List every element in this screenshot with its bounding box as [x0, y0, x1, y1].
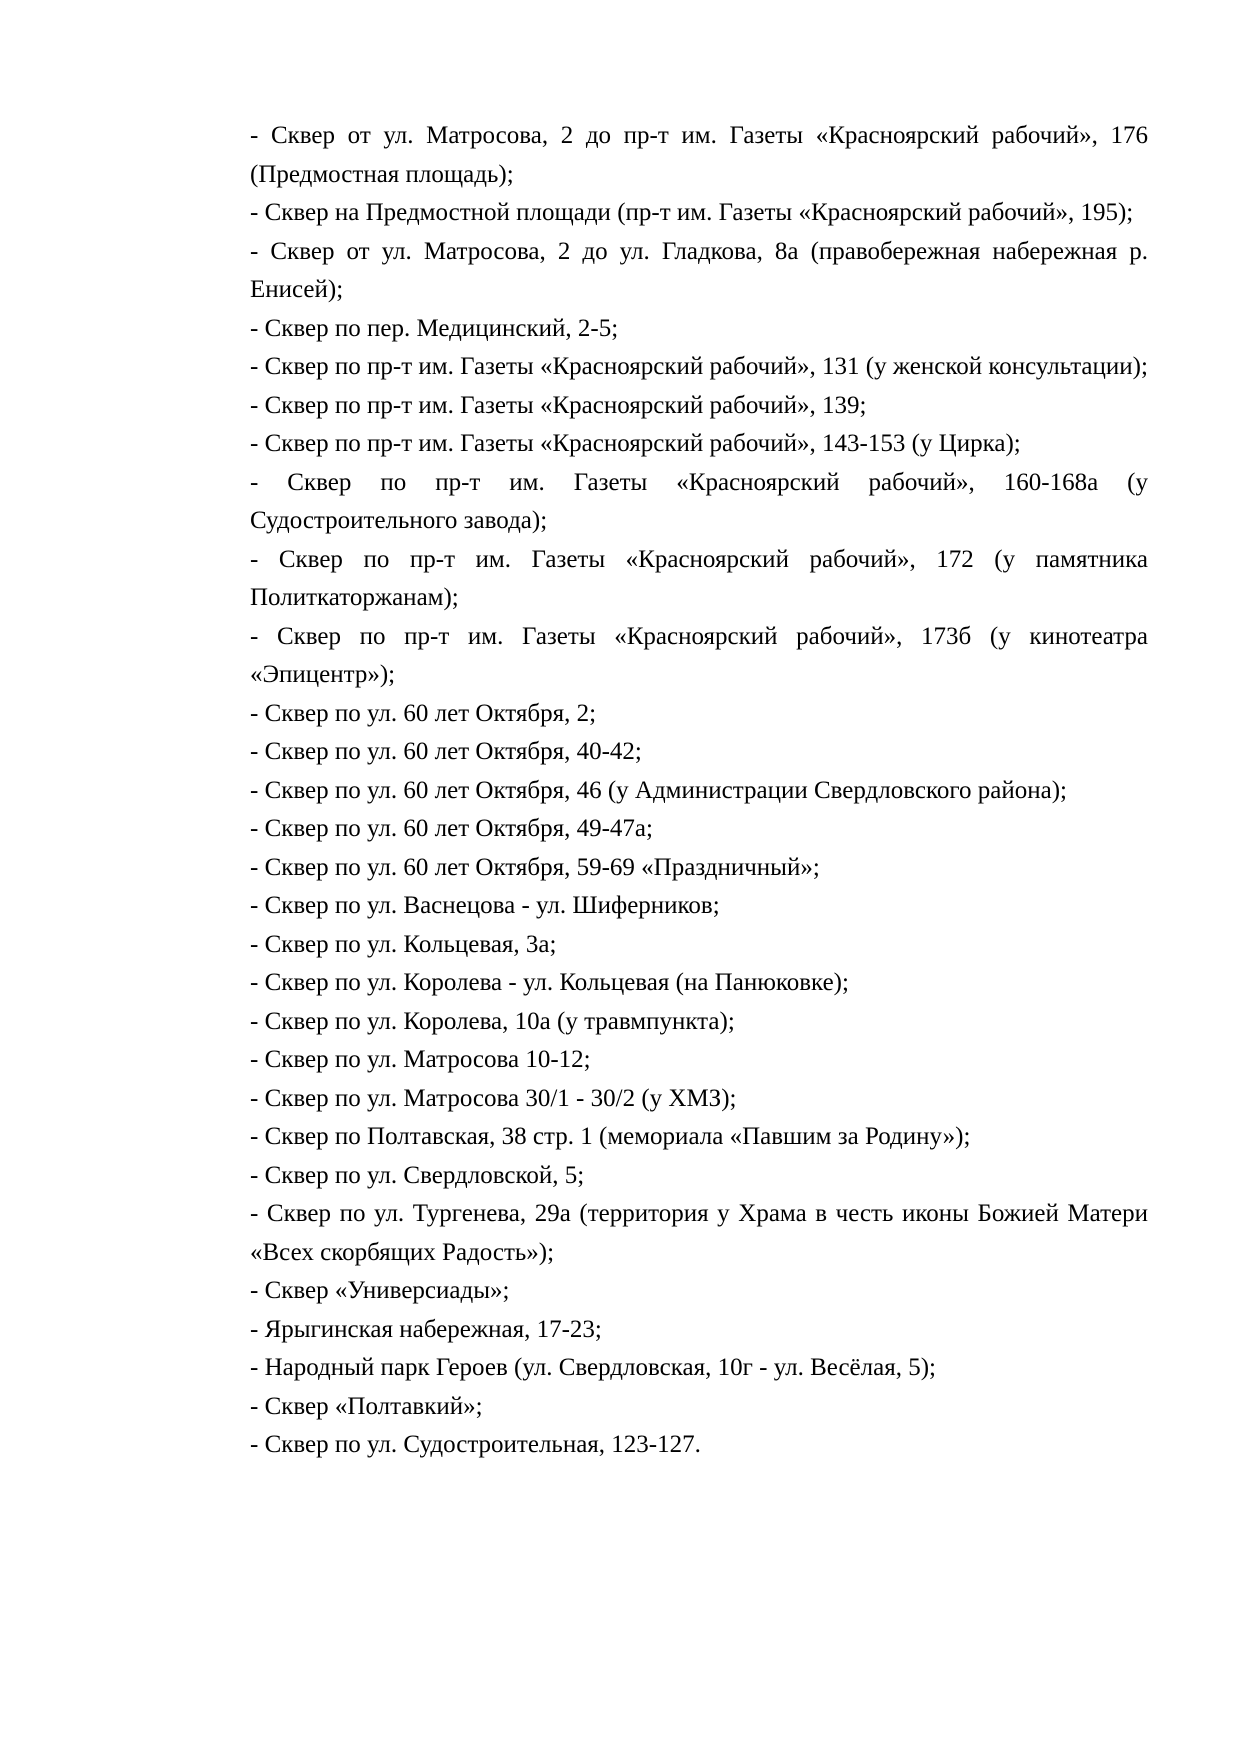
list-item: - Сквер от ул. Матросова, 2 до пр-т им. Газеты «Красноярский рабочий», 176 (Предмостная площадь);: [250, 122, 1148, 188]
list-item: - Сквер по ул. Тургенева, 29а (территория у Храма в честь иконы Божией Матери «Всех скорбящих Радость»);: [250, 1200, 1148, 1266]
list-item: - Сквер на Предмостной площади (пр-т им. Газеты «Красноярский рабочий», 195);: [250, 199, 1134, 226]
list-item: - Народный парк Героев (ул. Свердловская, 10г - ул. Весёлая, 5);: [250, 1354, 936, 1381]
list-item: - Ярыгинская набережная, 17-23;: [250, 1315, 602, 1343]
squares-list: [250, 117, 1148, 1465]
list-item: - Сквер по Полтавская, 38 стр. 1 (мемориала «Павшим за Родину»);: [250, 1123, 971, 1150]
list-item: - Сквер по ул. Свердловской, 5;: [250, 1161, 585, 1189]
list-item: - Сквер по ул. Матросова 10-12;: [250, 1046, 591, 1073]
list-item: - Сквер по ул. Васнецова - ул. Шиферников;: [250, 892, 720, 919]
list-item: - Сквер по ул. Кольцевая, 3а;: [250, 930, 557, 958]
list-item: - Сквер по ул. Королева, 10а (у травмпункта);: [250, 1007, 735, 1035]
list-item: - Сквер по ул. 60 лет Октября, 59-69 «Праздничный»;: [250, 853, 820, 881]
list-item: - Сквер по пр-т им. Газеты «Красноярский рабочий», 143-153 (у Цирка);: [250, 430, 1021, 457]
list-item: - Сквер по ул. Судостроительная, 123-127.: [250, 1431, 701, 1458]
list-item: - Сквер по пр-т им. Газеты «Красноярский рабочий», 173б (у кинотеатра «Эпицентр»);: [250, 622, 1148, 688]
list-item: - Сквер по пр-т им. Газеты «Красноярский рабочий», 131 (у женской консультации);: [250, 353, 1148, 380]
list-item: - Сквер по ул. Матросова 30/1 - 30/2 (у ХМЗ);: [250, 1084, 737, 1112]
list-item: - Сквер по ул. 60 лет Октября, 2;: [250, 699, 597, 727]
list-item: - Сквер по ул. 60 лет Октября, 49-47а;: [250, 815, 653, 842]
list-item: - Сквер по пр-т им. Газеты «Красноярский рабочий», 139;: [250, 391, 867, 419]
list-item: - Сквер по пр-т им. Газеты «Красноярский рабочий», 172 (у памятника Политкаторжанам);: [250, 545, 1148, 611]
list-item: - Сквер по ул. Королева - ул. Кольцевая (на Панюковке);: [250, 969, 849, 996]
list-item: - Сквер по пр-т им. Газеты «Красноярский рабочий», 160-168а (у Судостроительного завода);: [250, 468, 1148, 534]
list-item: - Сквер по ул. 60 лет Октября, 46 (у Администрации Свердловского района);: [250, 776, 1067, 804]
list-item: - Сквер «Универсиады»;: [250, 1277, 510, 1304]
list-item: - Сквер от ул. Матросова, 2 до ул. Гладкова, 8а (правобережная набережная р. Енисей);: [250, 237, 1148, 303]
list-item: - Сквер по пер. Медицинский, 2-5;: [250, 314, 619, 342]
list-item: - Сквер «Полтавкий»;: [250, 1392, 483, 1420]
list-item: - Сквер по ул. 60 лет Октября, 40-42;: [250, 738, 642, 765]
